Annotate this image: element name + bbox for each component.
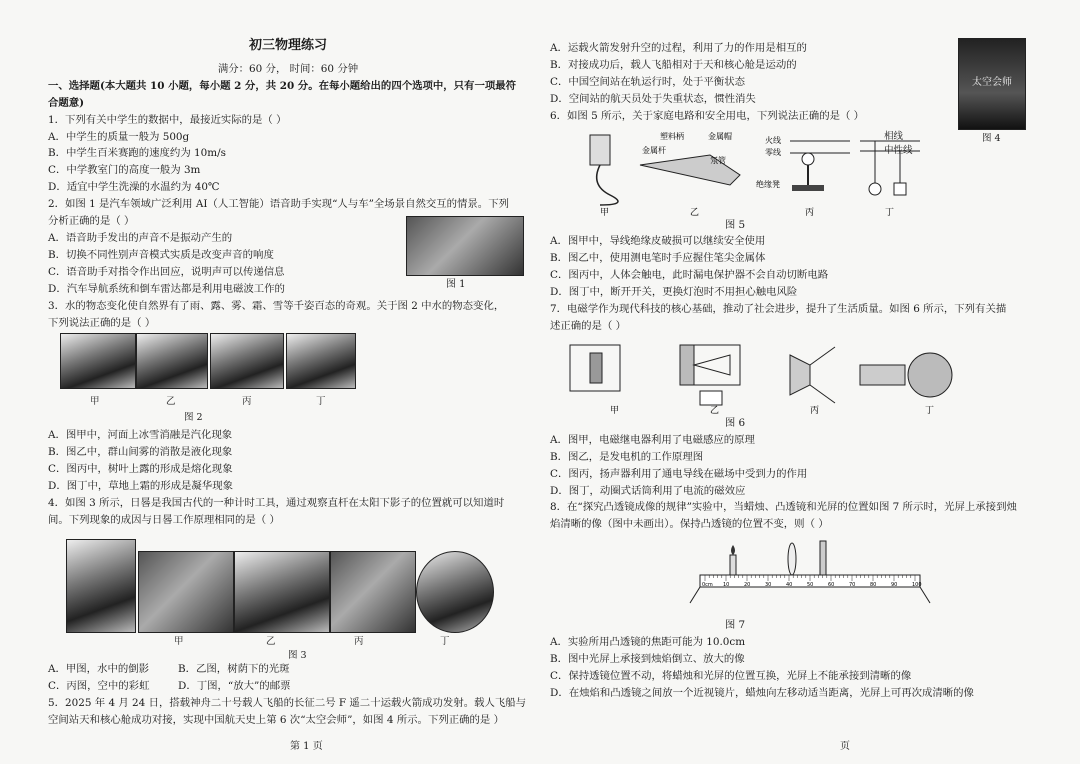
question-4-cont: 间。下列现象的成因与日晷工作原理相同的是（ ） [48,513,280,526]
figure-2-label-3: 丙 [242,396,252,408]
question-5-cont: 空间站天和核心舱成功对接，实现中国航天史上第 6 次“太空会师”，如图 4 所示。下列正确的是 ） [48,713,504,726]
question-8-cont: 焰清晰的像（图中未画出）。保持凸透镜的位置不变，则（ ） [550,518,829,531]
figure-2-frost-photo [286,333,356,389]
figure-3-trees-photo [234,551,330,633]
fig5-label-1: 甲 [600,207,610,217]
q3-option-c: C．图丙中，树叶上露的形成是熔化现象 [48,463,233,476]
question-2-cont: 分析正确的是（ ） [48,215,135,228]
question-4: 4．如图 3 所示，日晷是我国古代的一种计时工具，通过观察直杆在太阳下影子的位置就可以知道时 [48,497,505,510]
figure-5 [560,125,920,217]
fig7-ruler-label: 0cm [702,582,713,589]
figure-2-fog-photo [136,333,208,389]
q2-option-b: B．切换不同性别声音模式实质是改变声音的响度 [48,248,274,261]
q5-option-c: C．中国空间站在轨运行时，处于平衡状态 [550,75,745,88]
fig7-candle-flame [731,545,735,555]
fig5-tag-metal-cap: 金属帽 [708,131,732,141]
q5-option-d: D．空间站的航天员处于失重状态，惯性消失 [550,92,756,105]
page-number-left: 第 1 页 [290,741,323,752]
figure-7-caption: 图 7 [724,619,746,632]
figure-2-label-4: 丁 [316,396,326,408]
fig7-ruler-label: 60 [828,582,835,589]
fig7-lens [788,543,796,575]
figure-3-rainbow-photo [330,551,416,633]
fig5-tag-metal-rod: 金属杆 [642,145,666,155]
fig7-bench-leg-right [920,587,930,603]
q1-option-d: D．适宜中学生洗澡的水温约为 40℃ [48,181,220,194]
q5-option-a: A．运载火箭发射升空的过程，利用了力的作用是相互的 [550,42,807,54]
q6-option-a: A．图甲中，导线绝缘皮破损可以继续安全使用 [550,235,766,248]
fig5-tag-stool: 绝缘凳 [756,179,780,189]
fig7-ruler-label: 10 [723,582,730,589]
fig5-person-head [802,153,814,165]
figure-4-poster-text: 太空会师 [972,77,1012,88]
q7-option-c: C．图丙，扬声器利用了通电导线在磁场中受到力的作用 [550,467,808,480]
fig5-outlet [590,135,610,165]
fig7-ruler-label: 80 [870,582,877,589]
q6-option-d: D．图丁中，断开开关，更换灯泡时不用担心触电风险 [550,286,798,299]
q3-option-d: D．图丁中，草地上霜的形成是凝华现象 [48,480,233,493]
q8-option-a: A．实验所用凸透镜的焦距可能为 10.0cm [550,636,746,649]
fig5-switch [894,183,906,195]
fig6-generator-n-pole [680,345,694,385]
figure-4-poster [958,38,1026,130]
page-number-right: 页 [840,741,850,752]
q2-option-c: C．语音助手对指令作出回应，说明声可以传递信息 [48,265,285,278]
fig7-ruler-label: 70 [849,582,856,589]
fig6-label-3: 丙 [810,405,820,415]
question-2: 2．如图 1 是汽车领域广泛利用 AI（人工智能）语音助手实现“人与车”全场景自然交互的情景。下列 [48,198,509,211]
fig6-ammeter [700,391,722,405]
figure-3 [48,529,528,661]
q4-option-a: A．甲图，水中的倒影 [48,662,150,675]
exam-meta: 满分：60 分， 时间：60 分钟 [217,62,359,75]
fig7-ruler-label: 40 [786,582,793,589]
question-3-cont: 下列说法正确的是（ ） [48,316,156,329]
question-1: 1．下列有关中学生的数据中，最接近实际的是（ ） [48,113,287,126]
figure-6-caption: 图 6 [724,416,746,429]
question-7-cont: 述正确的是（ ） [550,319,627,332]
fig7-screen [820,541,826,575]
figure-2 [48,331,528,427]
fig6-speaker [790,355,810,395]
q1-option-b: B．中学生百米赛跑的速度约为 10m/s [48,147,226,160]
figure-1-caption: 图 1 [446,278,466,290]
figure-2-dew-photo [210,333,284,389]
section-heading: 一、选择题(本大题共 10 小题，每小题 2 分，共 20 分。在每小题给出的四个选项中，只有一项最符 [48,79,517,92]
q6-option-c: C．图丙中，人体会触电，此时漏电保护器不会自动切断电路 [550,269,829,282]
q7-option-a: A．图甲，电磁继电器利用了电磁感应的原理 [550,433,755,446]
fig6-generator-loop [694,355,730,375]
fig5-damaged-wire [597,165,618,205]
exam-title: 初三物理练习 [248,38,327,53]
fig5-tag-neon-tube: 氖管 [710,155,726,165]
fig5-tag-plastic-handle: 塑料柄 [660,131,684,141]
fig7-ruler-label: 50 [807,582,814,589]
figure-4-caption: 图 4 [982,133,1001,144]
figure-3-label-4: 丁 [440,635,450,647]
fig5-phase-neutral-tags [884,128,913,156]
q8-option-b: B．图中光屏上承接到烛焰倒立、放大的像 [550,653,745,666]
fig6-microphone-head [908,353,952,397]
q7-option-d: D．图丁，动圈式话筒利用了电流的磁效应 [550,484,746,497]
fig7-candle [730,555,736,575]
q1-option-c: C．中学教室门的高度一般为 3m [48,164,201,177]
figure-3-sundial-photo [66,539,136,633]
fig7-ruler-label: 100 [912,582,922,589]
figure-7 [590,533,1010,617]
fig7-ruler-label: 90 [891,582,898,589]
fig5-tag-neutral: 零线 [765,147,781,157]
right-page [540,0,1080,764]
fig5-label-2: 乙 [690,207,700,217]
q2-block [48,230,528,298]
question-5: 5．2025 年 4 月 24 日，搭载神舟二十号载人飞船的长征二号 F 遥二十运载火箭成功发射。载人飞船与 [48,696,527,709]
fig6-label-2: 乙 [710,405,720,415]
q2-option-a: A．语音助手发出的声音不是振动产生的 [48,231,233,244]
figure-2-label-1: 甲 [90,396,100,408]
fig7-ruler-label: 20 [744,582,751,589]
q4-option-d: D．丁图，“放大”的邮票 [178,679,291,692]
fig5-tag-phase: 相线 [884,131,904,142]
q7-option-b: B．图乙，是发电机的工作原理图 [550,450,704,463]
figure-5-caption: 图 5 [724,218,746,231]
q4-option-c: C．丙图，空中的彩虹 [48,679,150,692]
figure-3-caption: 图 3 [288,649,307,661]
fig5-stool [792,185,824,191]
q4-options-row-2 [48,678,528,695]
fig5-tag-neutral-line: 中性线 [884,145,913,156]
figure-2-ice-photo [60,333,136,389]
question-6: 6．如图 5 所示，关于家庭电路和安全用电，下列说法正确的是（ ） [550,109,865,122]
question-3: 3．水的物态变化使自然界有了雨、露、雾、霜、雪等千姿百态的奇观。关于图 2 中水的物态变化， [48,299,505,312]
q8-option-c: C．保持透镜位置不动，将蜡烛和光屏的位置互换，光屏上不能承接到清晰的像 [550,669,912,682]
q6-option-b: B．图乙中，使用测电笔时手应握住笔尖金属体 [550,252,766,265]
fig7-bench-leg-left [690,587,700,603]
section-heading-cont: 合题意) [48,96,85,109]
fig6-label-4: 丁 [925,405,935,415]
fig6-label-1: 甲 [610,405,620,415]
figure-2-caption: 图 2 [184,412,203,424]
figure-3-label-2: 乙 [266,635,276,647]
figure-2-label-2: 乙 [166,396,176,408]
q3-option-a: A．图甲中，河面上冰雪消融是汽化现象 [48,429,233,442]
question-8: 8．在“探究凸透镜成像的规律”实验中，当蜡烛、凸透镜和光屏的位置如图 7 所示时，光屏上承接到烛 [550,501,1017,514]
fig5-tag-live: 火线 [765,135,781,145]
q2-option-d: D．汽车导航系统和倒车雷达都是利用电磁波工作的 [48,282,285,295]
q8-option-d: D．在烛焰和凸透镜之间放一个近视镜片，蜡烛向左移动适当距离，光屏上可再次成清晰的像 [550,686,974,699]
fig5-label-4: 丁 [885,207,895,217]
q3-option-b: B．图乙中，群山间雾的消散是液化现象 [48,446,233,459]
q4-option-b: B．乙图，树荫下的光斑 [178,662,290,675]
figure-6 [560,335,980,415]
fig6-microphone-body [860,365,905,385]
figure-3-label-1: 甲 [174,635,184,647]
fig6-relay-coil [590,353,602,383]
q5-option-b: B．对接成功后，载人飞船相对于天和核心舱是运动的 [550,58,797,71]
fig6-speaker-line-1 [810,347,835,365]
question-7: 7．电磁学作为现代科技的核心基础，推动了社会进步，提升了生活质量。如图 6 所示，下列有关描 [550,303,1007,316]
figure-3-bridge-photo [138,551,234,633]
figure-3-label-3: 丙 [354,635,364,647]
fig6-speaker-line-2 [810,385,835,403]
fig5-label-3: 丙 [805,207,815,217]
fig7-ruler-label: 30 [765,582,772,589]
q1-option-a: A．中学生的质量一般为 500g [48,130,190,143]
q4-options-row-1 [48,661,528,678]
fig5-lamp [869,183,881,195]
